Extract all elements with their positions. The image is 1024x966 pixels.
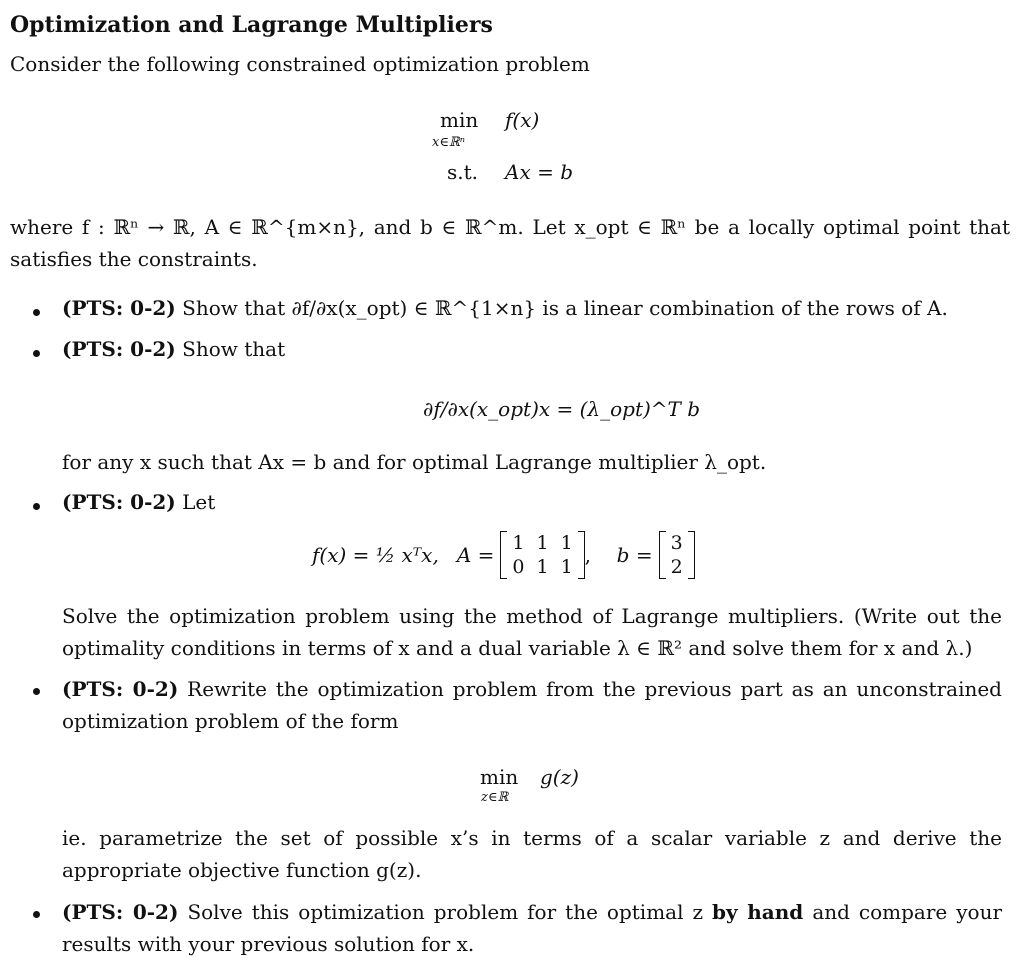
A-matrix	[500, 531, 584, 579]
A-cell: 1	[536, 556, 549, 578]
b-label: b =	[616, 543, 653, 567]
part-4	[62, 673, 1002, 737]
part-4-min-subscript: z∈ℝ	[481, 790, 509, 805]
bullet-4	[33, 688, 40, 695]
bullet-2	[33, 350, 40, 357]
bullet-5	[33, 911, 40, 918]
part-4-after: ie. parametrize the set of possible x’s in terms of a scalar variable z and derive the appropriate objective function g(z).	[62, 826, 1002, 882]
min-operator: min	[440, 108, 479, 132]
A-cell: 1	[536, 532, 549, 554]
b-vector	[659, 531, 695, 579]
A-cell: 1	[560, 556, 573, 578]
constraint: Ax = b	[505, 160, 573, 184]
intro-text: Consider the following constrained optimization problem	[10, 52, 590, 76]
part-3-after: Solve the optimization problem using the method of Lagrange multipliers. (Write out the optimality conditions in terms of x and a dual variable λ ∈ ℝ² and solve them for x and λ.)	[62, 604, 1002, 660]
part-4-objective: g(z)	[540, 765, 579, 789]
part-1	[62, 296, 948, 320]
A-label: A =	[456, 543, 495, 567]
min-subscript: x∈ℝⁿ	[432, 135, 466, 150]
A-cell: 1	[512, 532, 525, 554]
part-5-bold: by hand	[712, 900, 804, 924]
where-text: where f : ℝⁿ → ℝ, A ∈ ℝ^{m×n}, and b ∈ ℝ^m. Let x_opt ∈ ℝⁿ be a locally optimal point that satisfies the constraints.	[10, 215, 1010, 271]
st-label: s.t.	[447, 160, 479, 184]
page-title: Optimization and Lagrange Multipliers	[10, 12, 493, 38]
part-1-pts: (PTS: 0-2)	[62, 296, 176, 320]
part-2-equation: ∂f/∂x(x_opt)x = (λ_opt)^T b	[423, 397, 701, 421]
part-5-text-after: and compare your results with your previous solution for x.	[62, 900, 1003, 956]
part-2-after: for any x such that Ax = b and for optimal Lagrange multiplier λ_opt.	[62, 450, 767, 474]
part-1-text: Show that ∂f/∂x(x_opt) ∈ ℝ^{1×n} is a linear combination of the rows of A.	[182, 296, 948, 320]
part-2-text: Show that	[182, 337, 286, 361]
where-paragraph	[10, 211, 1010, 275]
part-3-pts: (PTS: 0-2)	[62, 490, 176, 514]
part-2	[62, 337, 285, 361]
objective: f(x)	[505, 108, 540, 132]
bullet-1	[33, 309, 40, 316]
part-5-text-before: Solve this optimization problem for the optimal z	[187, 900, 704, 924]
b-cell: 2	[670, 556, 683, 578]
bullet-3	[33, 503, 40, 510]
part-3-text: Let	[182, 490, 216, 514]
part-3-equation: f(x) = ½ xᵀx, A = 1 1 1 0 1 1 , b = 3 2	[312, 525, 695, 585]
part-3	[62, 490, 215, 514]
A-cell: 1	[560, 532, 573, 554]
f-definition: f(x) = ½ xᵀx,	[312, 543, 439, 567]
A-cell: 0	[512, 556, 525, 578]
part-4-pts: (PTS: 0-2)	[62, 677, 179, 701]
b-cell: 3	[670, 532, 683, 554]
part-2-pts: (PTS: 0-2)	[62, 337, 176, 361]
part-4-min-operator: min	[480, 765, 519, 789]
part-5	[62, 896, 1002, 960]
part-4-text: Rewrite the optimization problem from the previous part as an unconstrained optimization problem of the form	[62, 677, 1002, 733]
part-5-pts: (PTS: 0-2)	[62, 900, 179, 924]
